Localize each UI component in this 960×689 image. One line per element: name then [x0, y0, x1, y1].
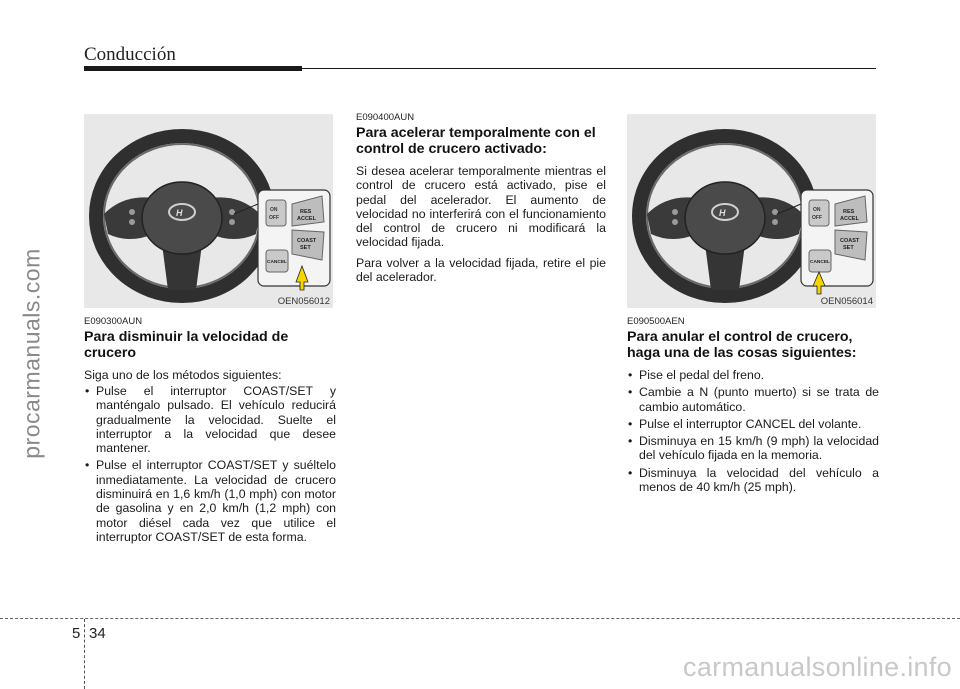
page-number: 34	[89, 625, 106, 642]
svg-text:ACCEL: ACCEL	[840, 216, 859, 222]
svg-text:H: H	[176, 208, 183, 218]
section-title-decrease: Para disminuir la velocidad de crucero	[84, 329, 289, 361]
section-code-decrease: E090300AUN	[84, 316, 143, 327]
figure-code-left: OEN056012	[277, 296, 330, 307]
bullet-cancel-2: • Cambie a N (punto muerto) si se trata de cambio automático.	[627, 385, 879, 414]
svg-text:CANCEL: CANCEL	[810, 260, 830, 265]
steering-wheel-figure-left	[84, 114, 333, 308]
bullet-cancel-4: • Disminuya en 15 km/h (9 mph) la velocidad del vehículo fijada en la memoria.	[627, 434, 879, 463]
svg-text:CANCEL: CANCEL	[267, 260, 287, 265]
section-code-accelerate: E090400AUN	[356, 112, 415, 123]
svg-text:COAST: COAST	[297, 238, 317, 244]
side-watermark: procarmanuals.com	[18, 248, 45, 459]
section-title-accelerate: Para acelerar temporalmente con el control de crucero activado:	[356, 125, 596, 157]
paragraph-accelerate-2: Para volver a la velocidad fijada, retire el pie del acelerador.	[356, 256, 606, 285]
svg-text:H: H	[719, 208, 726, 218]
footer-divider	[84, 619, 86, 689]
header-bar	[84, 66, 302, 71]
bullet-list-decrease	[84, 384, 336, 547]
footer-rule	[0, 618, 960, 619]
svg-text:SET: SET	[843, 245, 854, 251]
svg-text:ACCEL: ACCEL	[297, 216, 316, 222]
bullet-cancel-3: • Pulse el interruptor CANCEL del volante.	[627, 417, 879, 431]
bullet-cancel-5: • Disminuya la velocidad del vehículo a menos de 40 km/h (25 mph).	[627, 466, 879, 495]
svg-text:ON: ON	[270, 207, 278, 213]
svg-text:OFF: OFF	[269, 215, 279, 221]
header-rule	[302, 68, 876, 69]
bottom-watermark: carmanualsonline.info	[683, 652, 952, 682]
steering-wheel-figure-right	[627, 114, 876, 308]
bullet-list-cancel	[627, 368, 879, 497]
svg-text:ON: ON	[813, 207, 821, 213]
figure-code-right: OEN056014	[820, 296, 873, 307]
steering-wheel-illustration-right	[627, 114, 876, 308]
svg-text:RES: RES	[843, 209, 855, 215]
steering-wheel-illustration-left	[84, 114, 333, 308]
bullet-decrease-2: • Pulse el interruptor COAST/SET y suéltelo inmediatamente. La velocidad de crucero disminuirá en 1,6 km/h (1,0 mph) con motor de gasolina y en 2,0 km/h (1,2 mph) con motor diésel cada vez que utilice el interruptor COAST/SET de esta forma.	[84, 458, 336, 544]
paragraph-accelerate-1: Si desea acelerar temporalmente mientras el control de crucero está activado, pise el pedal del acelerador. El aumento de velocidad no interferirá con el funcionamiento del control de crucero ni modificará la velocidad fijada.	[356, 164, 606, 250]
chapter-number: 5	[72, 625, 81, 642]
bullet-cancel-1: • Pise el pedal del freno.	[627, 368, 879, 382]
page-header-title: Conducción	[84, 44, 176, 65]
svg-text:RES: RES	[300, 209, 312, 215]
bullet-decrease-1: • Pulse el interruptor COAST/SET y manténgalo pulsado. El vehículo reducirá gradualmente la velocidad. Suelte el interruptor a la velocidad que desee mantener.	[84, 384, 336, 455]
section-intro-decrease: Siga uno de los métodos siguientes:	[84, 368, 282, 382]
svg-text:SET: SET	[300, 245, 311, 251]
svg-text:OFF: OFF	[812, 215, 822, 221]
section-title-cancel: Para anular el control de crucero, haga una de las cosas siguientes:	[627, 329, 857, 361]
section-code-cancel: E090500AEN	[627, 316, 685, 327]
svg-text:COAST: COAST	[840, 238, 860, 244]
